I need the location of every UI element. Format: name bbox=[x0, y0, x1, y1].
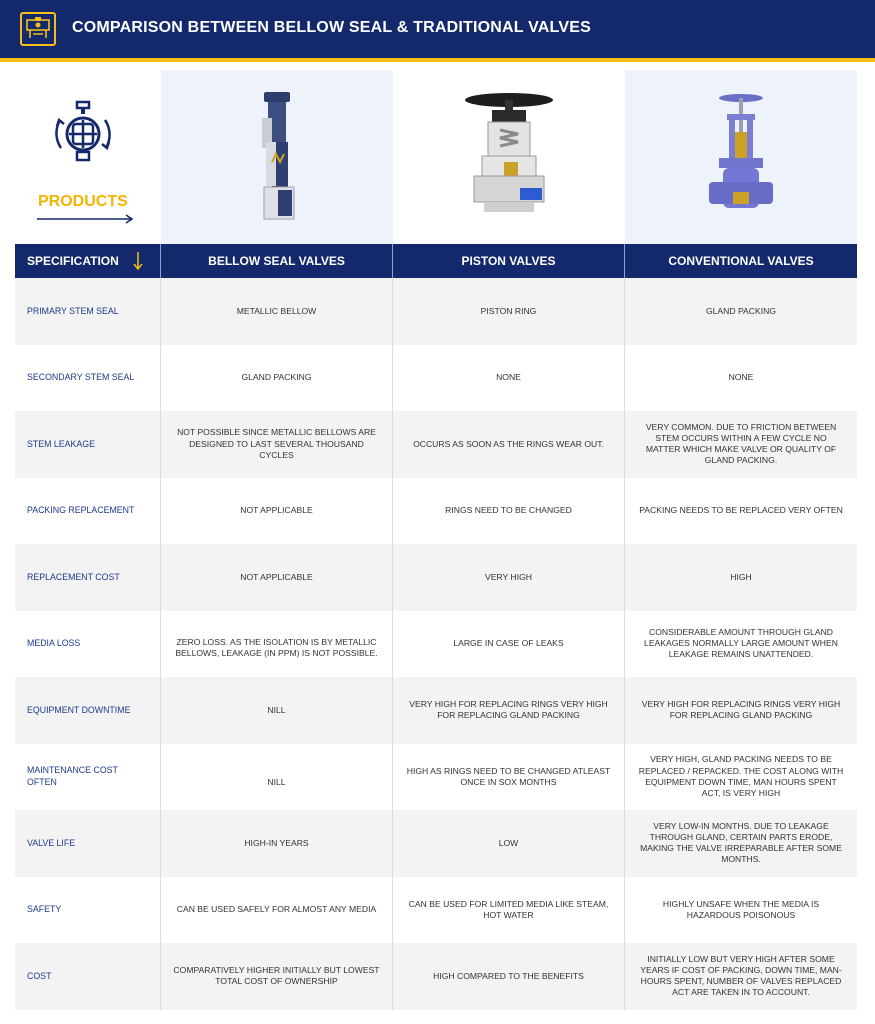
piston-cell: LOW bbox=[393, 810, 625, 877]
bellow-seal-valve-image bbox=[161, 70, 393, 244]
conventional-cell: PACKING NEEDS TO BE REPLACED VERY OFTEN bbox=[639, 505, 843, 516]
piston-cell: VERY HIGH FOR REPLACING RINGS VERY HIGH FOR REPLACING GLAND PACKING bbox=[393, 677, 625, 744]
spec-cell: VALVE LIFE bbox=[15, 810, 161, 877]
spec-cell: SAFETY bbox=[15, 877, 161, 944]
piston-cell: HIGH COMPARED TO THE BENEFITS bbox=[393, 943, 625, 1010]
column-header-label: SPECIFICATION bbox=[27, 254, 119, 268]
arrow-right-icon bbox=[37, 214, 135, 224]
spec-cell: COST bbox=[15, 943, 161, 1010]
bellow-cell: HIGH-IN YEARS bbox=[161, 810, 393, 877]
bellow-cell: NOT POSSIBLE SINCE METALLIC BELLOWS ARE DESIGNED TO LAST SEVERAL THOUSAND CYCLES bbox=[161, 411, 393, 478]
bellow-cell: NOT APPLICABLE bbox=[161, 544, 393, 611]
piston-cell: RINGS NEED TO BE CHANGED bbox=[393, 478, 625, 545]
bellow-cell: CAN BE USED SAFELY FOR ALMOST ANY MEDIA bbox=[161, 877, 393, 944]
conventional-cell: HIGHLY UNSAFE WHEN THE MEDIA IS HAZARDOUS POISONOUS bbox=[662, 898, 820, 920]
spec-cell: MEDIA LOSS bbox=[15, 611, 161, 678]
spec-cell: MAINTENANCE COST OFTEN bbox=[15, 744, 161, 811]
bellow-cell: COMPARATIVELY HIGHER INITIALLY BUT LOWEST TOTAL COST OF OWNERSHIP bbox=[161, 943, 393, 1010]
conventional-cell: HIGH bbox=[730, 571, 752, 582]
products-label: PRODUCTS bbox=[38, 193, 128, 210]
conventional-cell: VERY COMMON. DUE TO FRICTION BETWEEN STEM OCCURS WITHIN A FEW CYCLE NO MATTER WHICH MAKE VALVE OR QUALITY OF GLAND PACKING. bbox=[645, 421, 837, 466]
piston-cell: CAN BE USED FOR LIMITED MEDIA LIKE STEAM, HOT WATER bbox=[393, 877, 625, 944]
table-row bbox=[15, 411, 857, 478]
piston-cell: NONE bbox=[393, 345, 625, 412]
table-header-row bbox=[15, 244, 857, 278]
spec-cell: PRIMARY STEM SEAL bbox=[15, 278, 161, 345]
piston-cell: VERY HIGH bbox=[393, 544, 625, 611]
table-row bbox=[15, 478, 857, 545]
table-row bbox=[15, 877, 857, 944]
conventional-cell: INITIALLY LOW BUT VERY HIGH AFTER SOME YEARS IF COST OF PACKING, DOWN TIME, MAN-HOURS SPENT, NUMBER OF VALVES REPLACED ACT ARE TAKEN IN TO ACCOUNT. bbox=[640, 953, 842, 998]
table-row bbox=[15, 677, 857, 744]
arrow-down-icon bbox=[133, 252, 143, 270]
product-images-row bbox=[15, 70, 857, 244]
valve-cycle-icon bbox=[51, 100, 115, 164]
piston-cell: LARGE IN CASE OF LEAKS bbox=[393, 611, 625, 678]
spec-cell: STEM LEAKAGE bbox=[15, 411, 161, 478]
table-row bbox=[15, 943, 857, 1010]
table-row bbox=[15, 544, 857, 611]
conventional-valve-image bbox=[625, 70, 857, 244]
table-body bbox=[15, 278, 857, 1010]
page-header bbox=[0, 0, 875, 58]
page-title: COMPARISON BETWEEN BELLOW SEAL & TRADITIONAL VALVES bbox=[72, 19, 591, 36]
bellow-cell: NOT APPLICABLE bbox=[161, 478, 393, 545]
table-row bbox=[15, 345, 857, 412]
spec-cell: EQUIPMENT DOWNTIME bbox=[15, 677, 161, 744]
valve-logo-icon bbox=[20, 12, 56, 46]
header-accent-stripe bbox=[0, 58, 875, 62]
piston-cell: PISTON RING bbox=[393, 278, 625, 345]
column-header-piston: PISTON VALVES bbox=[393, 244, 625, 278]
bellow-cell: ZERO LOSS. AS THE ISOLATION IS BY METALLIC BELLOWS, LEAKAGE (IN PPM) IS NOT POSSIBLE. bbox=[161, 611, 393, 678]
column-header-specification bbox=[15, 244, 161, 278]
piston-cell: HIGH AS RINGS NEED TO BE CHANGED ATLEAST ONCE IN SOX MONTHS bbox=[393, 744, 625, 811]
conventional-cell: NONE bbox=[728, 372, 754, 383]
table-row bbox=[15, 611, 857, 678]
piston-valve-image bbox=[393, 70, 625, 244]
table-row bbox=[15, 278, 857, 345]
conventional-cell: CONSIDERABLE AMOUNT THROUGH GLAND LEAKAGES NORMALLY LARGE AMOUNT WHEN LEAKAGE REMAINS UNATTENDED. bbox=[644, 626, 838, 660]
bellow-cell: NILL bbox=[161, 677, 393, 744]
conventional-cell: GLAND PACKING bbox=[705, 305, 777, 316]
spec-cell: REPLACEMENT COST bbox=[15, 544, 161, 611]
table-row bbox=[15, 810, 857, 877]
bellow-cell: GLAND PACKING bbox=[161, 345, 393, 412]
column-header-bellow-seal: BELLOW SEAL VALVES bbox=[161, 244, 393, 278]
piston-cell: OCCURS AS SOON AS THE RINGS WEAR OUT. bbox=[393, 411, 625, 478]
comparison-table bbox=[15, 70, 857, 1010]
conventional-cell: VERY LOW-IN MONTHS. DUE TO LEAKAGE THROUGH GLAND, CERTAIN PARTS ERODE, MAKING THE VALVE IRREPARABLE AFTER SOME MONTHS. bbox=[640, 820, 842, 865]
products-cell bbox=[15, 70, 161, 244]
bellow-cell: NILL bbox=[161, 744, 393, 811]
conventional-cell: VERY HIGH, GLAND PACKING NEEDS TO BE REPLACED / REPACKED. THE COST ALONG WITH EQUIPMENT DOWN TIME, MAN HOURS SPENT ACT, IS VERY HIGH bbox=[638, 754, 844, 798]
table-row bbox=[15, 744, 857, 811]
spec-cell: PACKING REPLACEMENT bbox=[15, 478, 161, 545]
conventional-cell: VERY HIGH FOR REPLACING RINGS VERY HIGH FOR REPLACING GLAND PACKING bbox=[641, 699, 841, 721]
bellow-cell: METALLIC BELLOW bbox=[161, 278, 393, 345]
column-header-conventional: CONVENTIONAL VALVES bbox=[668, 254, 814, 268]
spec-cell: SECONDARY STEM SEAL bbox=[15, 345, 161, 412]
